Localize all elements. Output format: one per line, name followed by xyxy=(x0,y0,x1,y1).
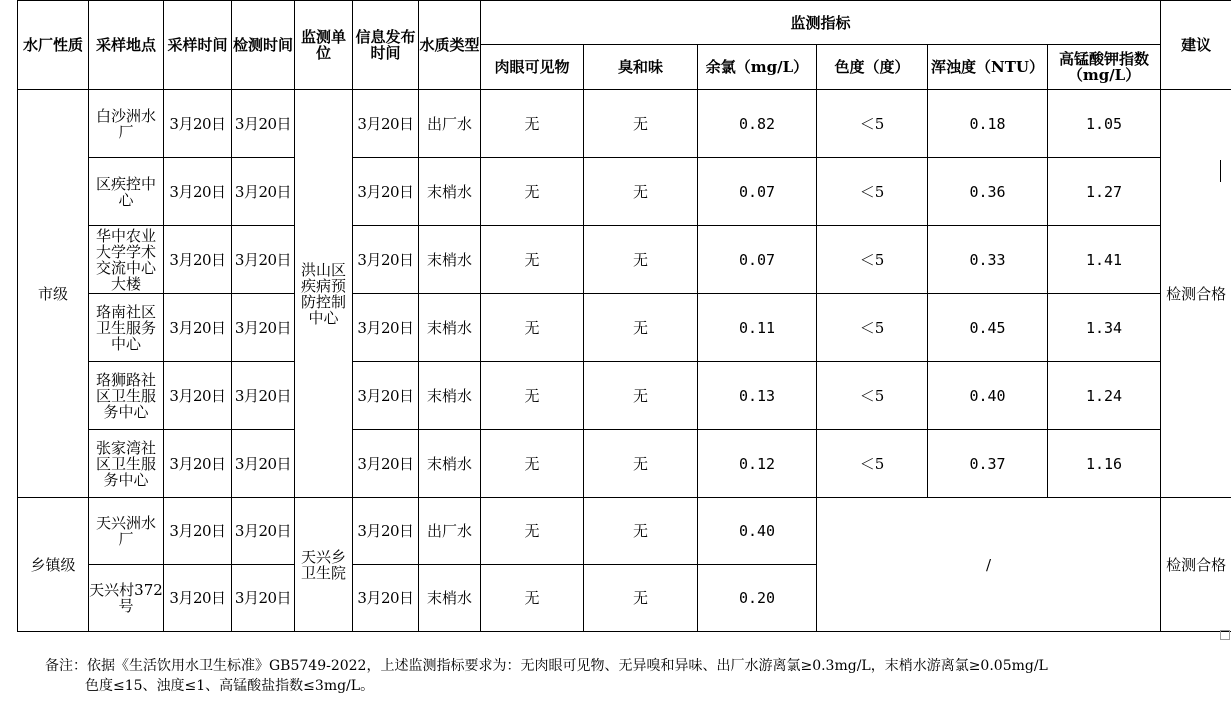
sample-time-cell: 3月20日 xyxy=(164,158,232,226)
visible-cell: 无 xyxy=(481,498,584,565)
water-type-cell: 末梢水 xyxy=(419,294,481,362)
header-advice: 建议 xyxy=(1161,1,1231,90)
unit-cell: 洪山区疾病预防控制中心 xyxy=(295,90,353,498)
header-row-1 xyxy=(18,1,1231,45)
turbidity-cell: 0.37 xyxy=(928,430,1048,498)
sample-time-cell: 3月20日 xyxy=(164,226,232,294)
sample-time-cell: 3月20日 xyxy=(164,430,232,498)
site-cell: 区疾控中心 xyxy=(89,158,164,226)
publish-time-cell: 3月20日 xyxy=(353,158,419,226)
odor-cell: 无 xyxy=(584,158,698,226)
sample-time-cell: 3月20日 xyxy=(164,294,232,362)
table-row xyxy=(18,294,1231,362)
publish-time-cell: 3月20日 xyxy=(353,430,419,498)
water-type-cell: 出厂水 xyxy=(419,498,481,565)
header-test-time: 检测时间 xyxy=(232,1,295,90)
permanganate-cell: 1.16 xyxy=(1048,430,1161,498)
odor-cell: 无 xyxy=(584,565,698,632)
chlorine-cell: 0.82 xyxy=(698,90,817,158)
test-time-cell: 3月20日 xyxy=(232,430,295,498)
advice-cell: 检测合格 xyxy=(1161,498,1231,632)
permanganate-cell: 1.41 xyxy=(1048,226,1161,294)
resize-handle[interactable] xyxy=(1220,630,1230,640)
odor-cell: 无 xyxy=(584,362,698,430)
chlorine-cell: 0.40 xyxy=(698,498,817,565)
site-cell: 天兴村372号 xyxy=(89,565,164,632)
odor-cell: 无 xyxy=(584,430,698,498)
water-type-cell: 末梢水 xyxy=(419,362,481,430)
permanganate-cell: 1.34 xyxy=(1048,294,1161,362)
visible-cell: 无 xyxy=(481,158,584,226)
permanganate-cell: 1.24 xyxy=(1048,362,1161,430)
test-time-cell: 3月20日 xyxy=(232,226,295,294)
test-time-cell: 3月20日 xyxy=(232,294,295,362)
chlorine-cell: 0.07 xyxy=(698,158,817,226)
sample-time-cell: 3月20日 xyxy=(164,90,232,158)
test-time-cell: 3月20日 xyxy=(232,565,295,632)
water-type-cell: 末梢水 xyxy=(419,430,481,498)
visible-cell: 无 xyxy=(481,565,584,632)
publish-time-cell: 3月20日 xyxy=(353,294,419,362)
table-row xyxy=(18,158,1231,226)
publish-time-cell: 3月20日 xyxy=(353,362,419,430)
turbidity-cell: 0.33 xyxy=(928,226,1048,294)
plant-type-cell: 市级 xyxy=(18,90,89,498)
header-water-type: 水质类型 xyxy=(419,1,481,90)
visible-cell: 无 xyxy=(481,362,584,430)
chlorine-cell: 0.12 xyxy=(698,430,817,498)
footnote-line-1: 备注：依据《生活饮用水卫生标准》GB5749-2022，上述监测指标要求为：无肉眼可见物、无异嗅和异味、出厂水游离氯≥0.3mg/L，末梢水游离氯≥0.05mg/L xyxy=(45,658,1048,674)
water-type-cell: 末梢水 xyxy=(419,226,481,294)
table-row xyxy=(18,226,1231,294)
header-chlorine: 余氯（mg/L） xyxy=(698,45,817,90)
visible-cell: 无 xyxy=(481,430,584,498)
publish-time-cell: 3月20日 xyxy=(353,90,419,158)
odor-cell: 无 xyxy=(584,498,698,565)
odor-cell: 无 xyxy=(584,226,698,294)
turbidity-cell: 0.18 xyxy=(928,90,1048,158)
table-row xyxy=(18,430,1231,498)
test-time-cell: 3月20日 xyxy=(232,90,295,158)
header-visible: 肉眼可见物 xyxy=(481,45,584,90)
site-cell: 天兴洲水厂 xyxy=(89,498,164,565)
header-plant-type: 水厂性质 xyxy=(18,1,89,90)
publish-time-cell: 3月20日 xyxy=(353,565,419,632)
visible-cell: 无 xyxy=(481,294,584,362)
water-type-cell: 末梢水 xyxy=(419,158,481,226)
site-cell: 珞南社区卫生服务中心 xyxy=(89,294,164,362)
header-publish-time: 信息发布时间 xyxy=(353,1,419,90)
site-cell: 白沙洲水厂 xyxy=(89,90,164,158)
sample-time-cell: 3月20日 xyxy=(164,498,232,565)
site-cell: 珞狮路社区卫生服务中心 xyxy=(89,362,164,430)
chlorine-cell: 0.07 xyxy=(698,226,817,294)
publish-time-cell: 3月20日 xyxy=(353,226,419,294)
turbidity-cell: 0.40 xyxy=(928,362,1048,430)
footnote xyxy=(45,656,1225,696)
site-cell: 华中农业大学学术交流中心大楼 xyxy=(89,226,164,294)
permanganate-cell: 1.27 xyxy=(1048,158,1161,226)
color-cell: ＜5 xyxy=(817,362,928,430)
table-row xyxy=(18,498,1231,565)
unit-cell: 天兴乡卫生院 xyxy=(295,498,353,632)
odor-cell: 无 xyxy=(584,294,698,362)
merged-na-cell: / xyxy=(817,498,1161,632)
chlorine-cell: 0.11 xyxy=(698,294,817,362)
water-type-cell: 出厂水 xyxy=(419,90,481,158)
visible-cell: 无 xyxy=(481,226,584,294)
color-cell: ＜5 xyxy=(817,90,928,158)
header-color: 色度（度） xyxy=(817,45,928,90)
color-cell: ＜5 xyxy=(817,430,928,498)
sample-time-cell: 3月20日 xyxy=(164,565,232,632)
water-quality-table xyxy=(17,0,1231,632)
text-cursor xyxy=(1220,160,1221,182)
table-row xyxy=(18,362,1231,430)
site-cell: 张家湾社区卫生服务中心 xyxy=(89,430,164,498)
visible-cell: 无 xyxy=(481,90,584,158)
turbidity-cell: 0.36 xyxy=(928,158,1048,226)
advice-cell: 检测合格 xyxy=(1161,90,1231,498)
header-permanganate: 高锰酸钾指数（mg/L） xyxy=(1048,45,1161,90)
odor-cell: 无 xyxy=(584,90,698,158)
table-row xyxy=(18,90,1231,158)
test-time-cell: 3月20日 xyxy=(232,362,295,430)
color-cell: ＜5 xyxy=(817,294,928,362)
water-type-cell: 末梢水 xyxy=(419,565,481,632)
footnote-line-2: 色度≤15、浊度≤1、高锰酸盐指数≤3mg/L。 xyxy=(85,678,375,694)
chlorine-cell: 0.20 xyxy=(698,565,817,632)
color-cell: ＜5 xyxy=(817,226,928,294)
turbidity-cell: 0.45 xyxy=(928,294,1048,362)
color-cell: ＜5 xyxy=(817,158,928,226)
publish-time-cell: 3月20日 xyxy=(353,498,419,565)
header-unit: 监测单位 xyxy=(295,1,353,90)
header-sample-time: 采样时间 xyxy=(164,1,232,90)
plant-type-cell: 乡镇级 xyxy=(18,498,89,632)
header-indicators: 监测指标 xyxy=(481,1,1161,45)
test-time-cell: 3月20日 xyxy=(232,498,295,565)
header-turbidity: 浑浊度（NTU） xyxy=(928,45,1048,90)
header-odor: 臭和味 xyxy=(584,45,698,90)
sample-time-cell: 3月20日 xyxy=(164,362,232,430)
permanganate-cell: 1.05 xyxy=(1048,90,1161,158)
chlorine-cell: 0.13 xyxy=(698,362,817,430)
test-time-cell: 3月20日 xyxy=(232,158,295,226)
header-site: 采样地点 xyxy=(89,1,164,90)
